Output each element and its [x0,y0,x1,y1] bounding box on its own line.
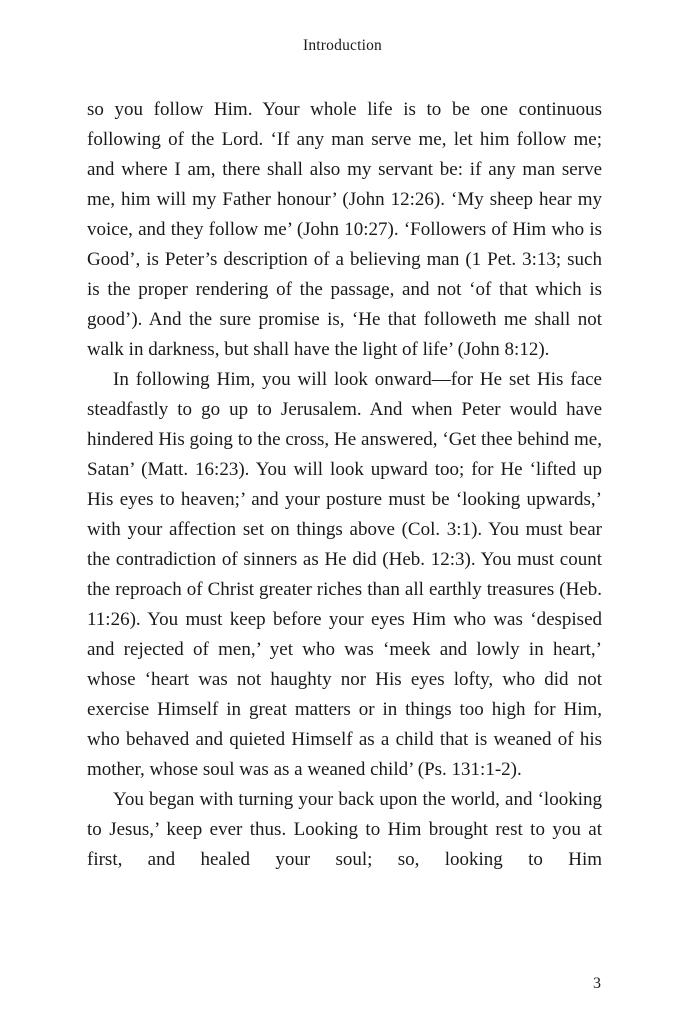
running-head: Introduction [302,37,383,54]
paragraph-3: You began with turning your back upon the world, and ‘looking to Jesus,’ keep ever thus. Looking to Him brought rest to you at first, and healed your soul; so, looking to Him [87,789,602,870]
paragraph-1: so you follow Him. Your whole life is to be one continuous following of the Lord. ‘If any man serve me, let him follow me; and where I am, there shall also my servant be: if any man serve me, him will my Father honour’ (John 12:26). ‘My sheep hear my voice, and they follow me’ (John 10:27). ‘Followers of Him who is Good’, is Peter’s description of a believing man (1 Pet. 3:13; such is the proper rendering of the passage, and not ‘of that which is good’). And the sure promise is, ‘He that followeth me shall not walk in darkness, but shall have the light of life’ (John 8:12). [87,99,602,360]
body-text [87,95,602,875]
page-number: 3 [593,975,601,992]
paragraph-2: In following Him, you will look onward—for He set His face steadfastly to go up to Jerusalem. And when Peter would have hindered His going to the cross, He answered, ‘Get thee behind me, Satan’ (Matt. 16:23). You will look upward too; for He ‘lifted up His eyes to heaven;’ and your posture must be ‘looking upwards,’ with your affection set on things above (Col. 3:1). You must bear the contradiction of sinners as He did (Heb. 12:3). You must count the reproach of Christ greater riches than all earthly treasures (Heb. 11:26). You must keep before your eyes Him who was ‘despised and rejected of men,’ yet who was ‘meek and lowly in heart,’ whose ‘heart was not haughty nor His eyes lofty, who did not exercise Himself in great matters or in things too high for Him, who behaved and quieted Himself as a child that is weaned of his mother, whose soul was as a weaned child’ (Ps. 131:1-2). [87,369,602,780]
